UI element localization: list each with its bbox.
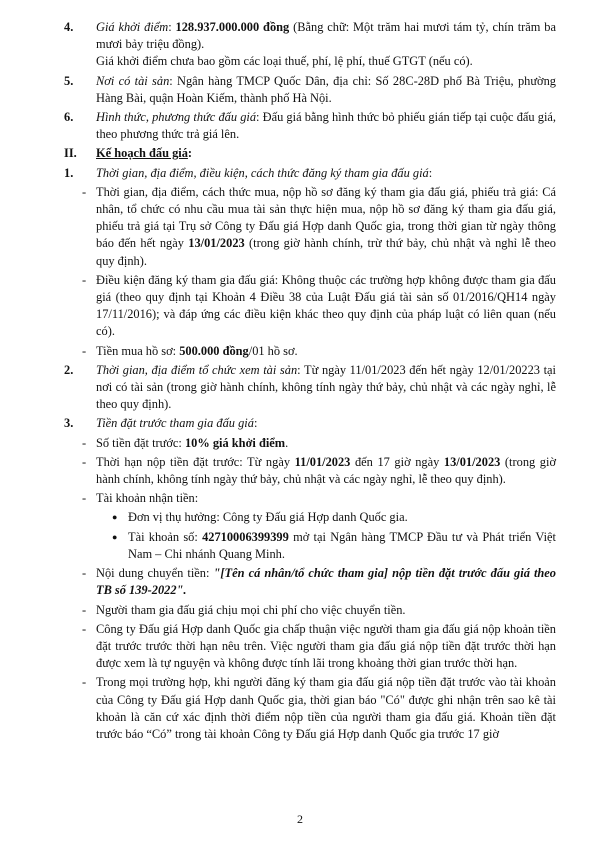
auction-method: : Đấu giá bằng hình thức bỏ phiếu gián tiếp tại cuộc đấu giá, theo phương thức trả giá lên. — [96, 110, 556, 142]
list-item: - Số tiền đặt trước: 10% giá khởi điểm. — [82, 435, 289, 450]
deadline-date: 13/01/2023 — [188, 236, 245, 251]
section-title: Kế hoạch đấu giá — [96, 146, 188, 161]
item-4: 4. Giá khởi điểm: 128.937.000.000 đồng (Bằng chữ: Một trăm hai mươi tám tỷ, chín trăm ba mươi bảy triệu đồng). Giá khởi điểm chưa bao gồm các loại thuế, phí, lệ phí, thuế GTGT (nếu có). — [64, 20, 556, 69]
transfer-content: "[Tên cá nhân/tổ chức tham gia] nộp tiền đặt trước đấu giá theo TB số 139-2022". — [96, 566, 557, 598]
item-number: 4. — [64, 20, 74, 34]
item-number: 5. — [64, 73, 74, 88]
list-item: - Điều kiện đăng ký tham gia đấu giá: Không thuộc các trường hợp không được tham gia đấu giá (theo quy định tại Khoản 4 Điều 38 của Luật Đấu giá tài sản số 01/2016/QH14 ngày 17/11/2016); và đáp ứng các điều kiện khác theo quy định của pháp luật có liên quan (nếu có). — [82, 272, 556, 339]
bullet-icon: ● — [112, 512, 118, 523]
item-6 — [0, 109, 600, 143]
bullet-item: ● Đơn vị thụ hưởng: Công ty Đấu giá Hợp danh Quốc gia. — [0, 509, 600, 526]
asset-location: : Ngân hàng TMCP Quốc Dân, địa chỉ: Số 28C-28D phố Bà Triệu, phường Hàng Bài, quận Hoàn Kiếm, thành phố Hà Nội. — [96, 73, 556, 105]
item-number: 6. — [64, 110, 74, 125]
list-item: - Tài khoản nhận tiền: — [82, 491, 199, 506]
subsection-2: 2. Thời gian, địa điểm tổ chức xem tài sản: Từ ngày 11/01/2023 đến hết ngày 12/01/20223 tại nơi có tài sản (trong giờ hành chính, không tính ngày thứ bảy, chủ nhật và các ngày nghỉ, lễ theo quy định). — [64, 362, 556, 412]
subsection-title: Tiền đặt trước tham gia đấu giá — [96, 416, 254, 431]
list-item: - Thời gian, địa điểm, cách thức mua, nộp hồ sơ đăng ký tham gia đấu giá, phiếu trả giá: Cá nhân, tổ chức có nhu cầu mua tài sản thực hiện mua, nộp hồ sơ đăng ký tham gia đấu giá, phiếu trả giá tại Trụ sở Công ty Đấu giá Hợp danh Quốc gia, trong thời gian từ ngày thông báo đến hết ngày 13/01/2023 (trong giờ hành chính, trừ thứ bảy, chủ nhật và nghỉ lễ theo quy định). — [82, 184, 556, 268]
subsection-3: 3. Tiền đặt trước tham gia đấu giá: — [0, 415, 600, 432]
page-number: 2 — [297, 812, 303, 826]
list-item: - Nội dung chuyển tiền: "[Tên cá nhân/tổ chức tham gia] nộp tiền đặt trước đấu giá theo TB số 139-2022". — [82, 566, 557, 598]
item-number: 2. — [64, 362, 74, 377]
subsection-1: 1. Thời gian, địa điểm, điều kiện, cách thức đăng ký tham gia đấu giá: — [0, 165, 600, 182]
item-number: 3. — [64, 416, 74, 431]
price-note: Giá khởi điểm chưa bao gồm các loại thuế, phí, lệ phí, thuế GTGT (nếu có). — [96, 54, 473, 69]
item-number: 1. — [64, 165, 74, 180]
section-2-heading: II. Kế hoạch đấu giá: — [0, 145, 600, 162]
item-label: Hình thức, phương thức đấu giá — [96, 110, 257, 125]
item-label: Nơi có tài sản — [96, 73, 170, 88]
subsection-title: Thời gian, địa điểm, điều kiện, cách thức đăng ký tham gia đấu giá — [96, 165, 429, 180]
deposit-amount: 10% giá khởi điểm — [184, 435, 286, 450]
price-in-words: (Bằng chữ: Một trăm hai mươi tám tỷ, chín trăm ba mươi bảy triệu đồng). — [96, 20, 556, 52]
subsection-title: Thời gian, địa điểm tổ chức xem tài sản — [96, 362, 298, 377]
list-item: - Người tham gia đấu giá chịu mọi chi phí cho việc chuyển tiền. — [82, 602, 406, 617]
list-item: - Tiền mua hồ sơ: 500.000 đồng/01 hồ sơ. — [82, 343, 298, 358]
list-item: - Trong mọi trường hợp, khi người đăng ký tham gia đấu giá nộp tiền đặt trước vào tài khoản của Công ty Đấu giá Hợp danh Quốc gia, thời gian báo "Có" được ghi nhận trên sao kê tài khoản là căn cứ xác định thời điểm nộp tiền của người tham gia đấu giá. Khoản tiền đặt trước báo “Có” trong tài khoản Công ty Đấu giá Hợp danh Quốc gia trước 17 giờ — [82, 675, 556, 741]
dossier-fee: 500.000 đồng — [179, 343, 249, 358]
item-label: Giá khởi điểm — [96, 20, 169, 34]
document-body — [0, 19, 600, 745]
account-number: 42710006399399 — [202, 529, 289, 544]
list-item: - Công ty Đấu giá Hợp danh Quốc gia chấp thuận việc người tham gia đấu giá nộp khoản tiền đặt trước trước thời hạn nêu trên. Việc người tham gia đấu giá nộp tiền đặt trước thời hạn được xem là tự nguyện và không được tính lãi trong khoảng thời gian trước thời hạn. — [82, 621, 556, 671]
bullet-icon: ● — [112, 531, 118, 542]
section-number: II. — [64, 146, 77, 161]
list-item: - Thời hạn nộp tiền đặt trước: Từ ngày 11/01/2023 đến 17 giờ ngày 13/01/2023 (trong giờ hành chính, không tính ngày thứ bảy, chủ nhật và các ngày nghỉ, lễ theo quy định). — [82, 454, 556, 487]
bullet-item: ● Tài khoản số: 42710006399399 mở tại Ngân hàng TMCP Đầu tư và Phát triển Việt Nam – Chi nhánh Quang Minh. — [112, 529, 556, 561]
item-5 — [0, 73, 600, 107]
starting-price: 128.937.000.000 đồng — [175, 20, 290, 34]
